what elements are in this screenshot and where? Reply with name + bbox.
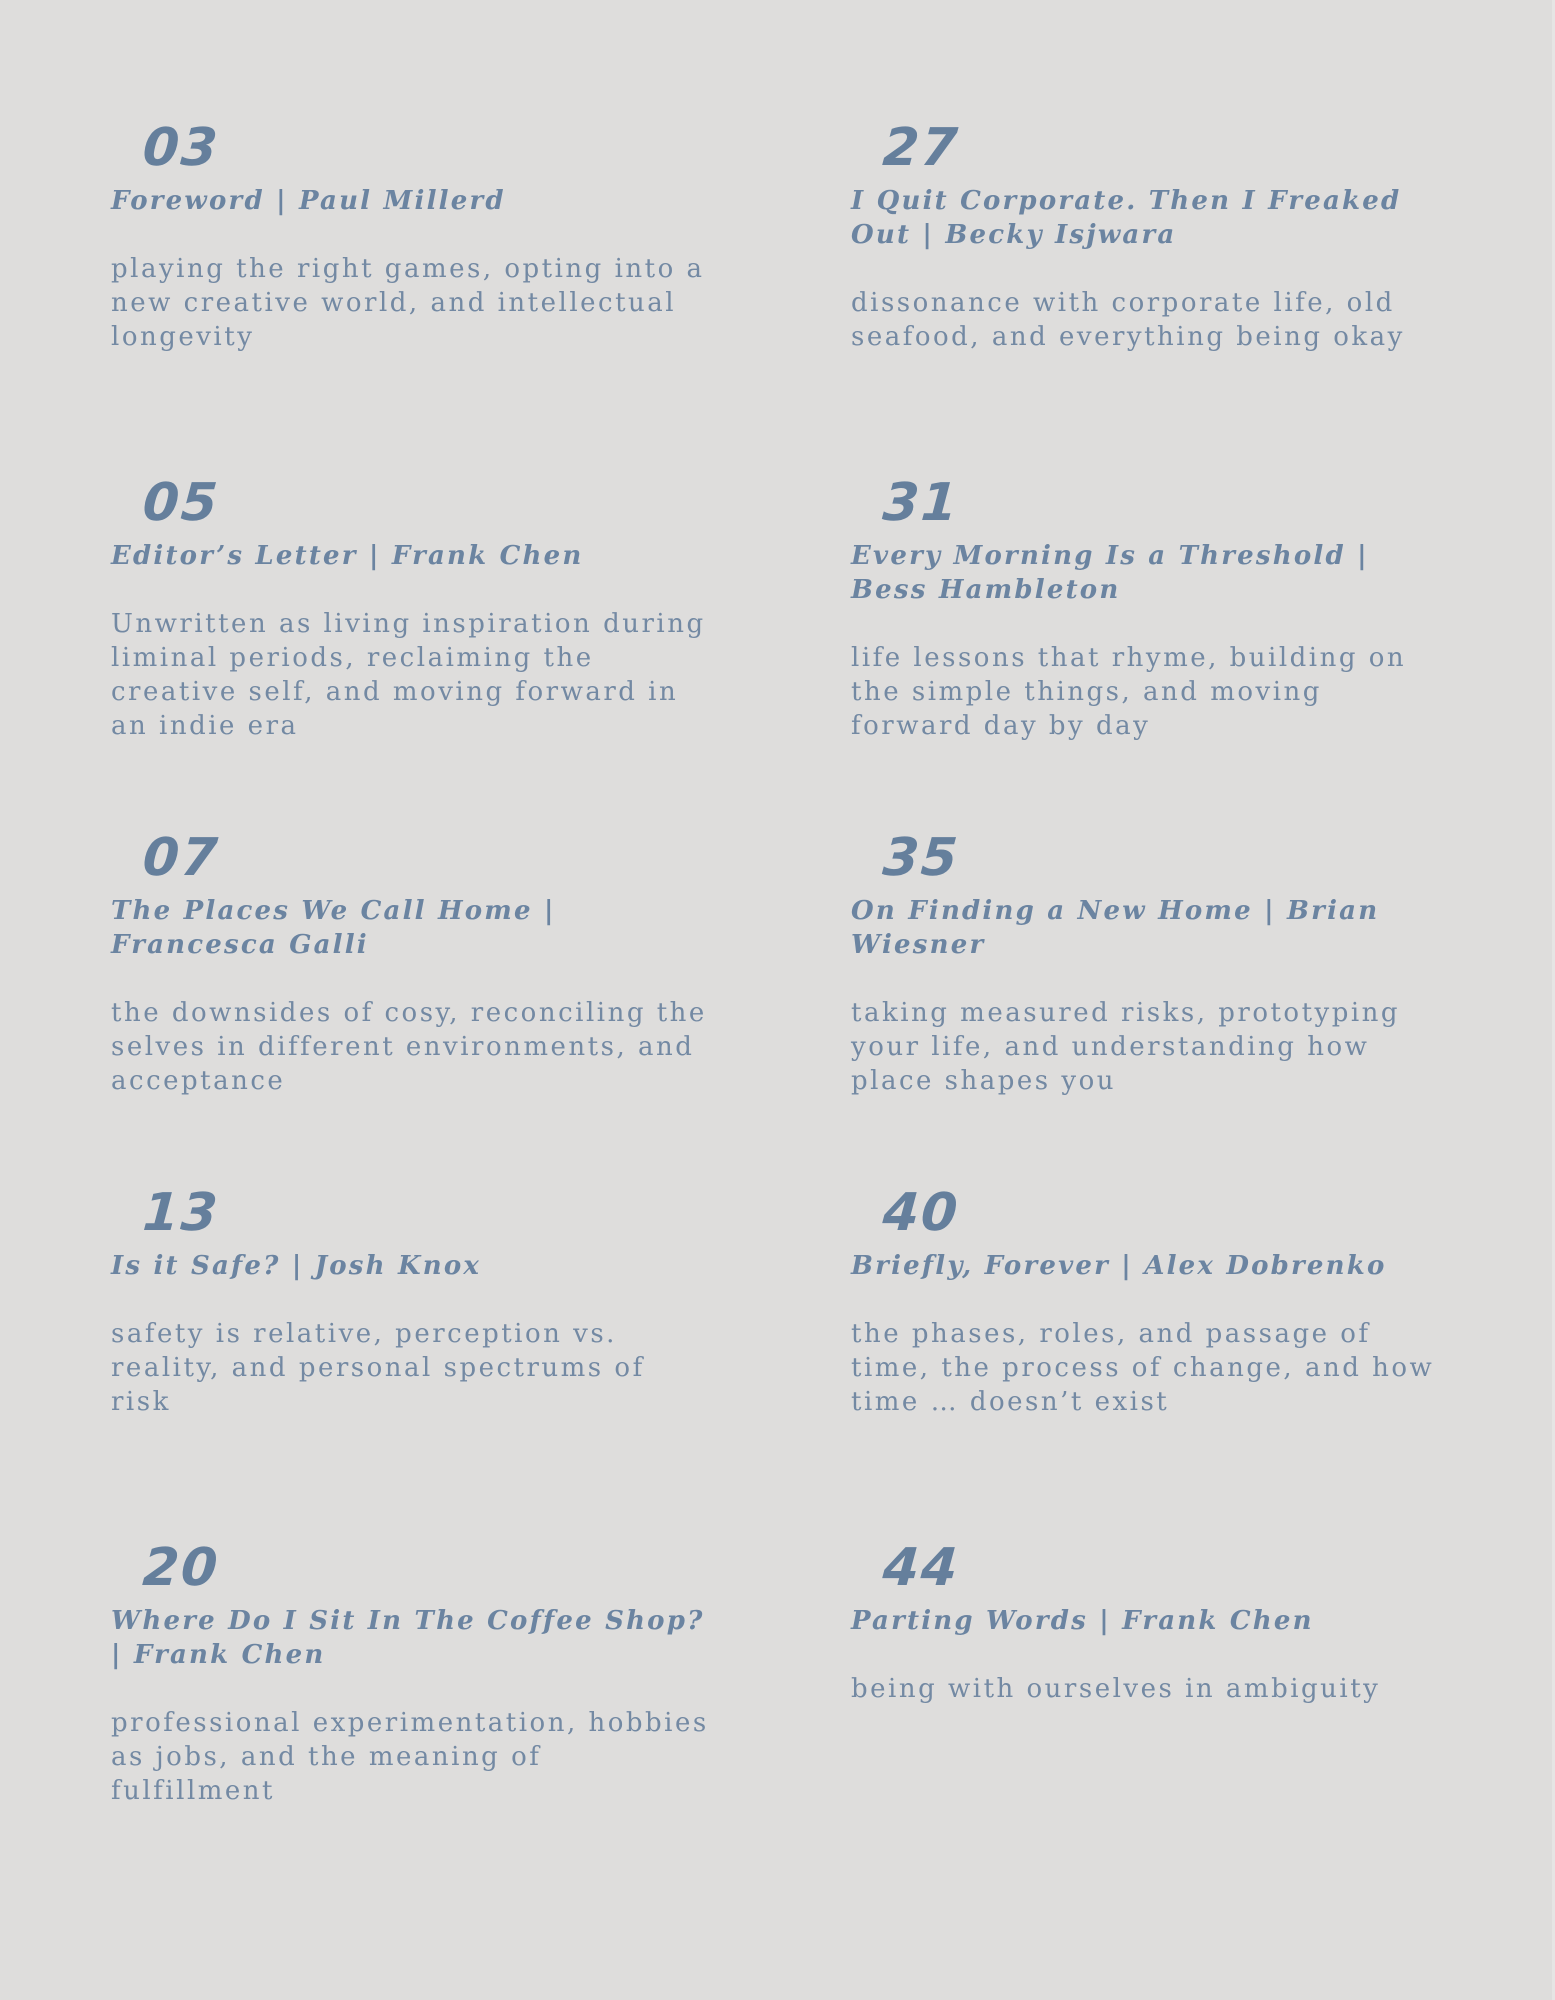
toc-entry[interactable] (851, 473, 1451, 743)
entry-title: Is it Safe? | Josh Knox (111, 1251, 482, 1281)
entry-description: the downsides of cosy, reconciling the selves in different environments, and acceptance (111, 998, 707, 1096)
page-number: 27 (880, 118, 962, 178)
entry-description: being with ourselves in ambiguity (851, 1674, 1381, 1704)
toc-entry[interactable] (111, 1538, 711, 1808)
entry-description: playing the right games, opting into a new creative world, and intellectual longevity (111, 254, 705, 352)
page-number: 44 (880, 1538, 962, 1598)
entry-title: Foreword | Paul Millerd (111, 186, 506, 216)
page-number: 40 (880, 1183, 962, 1243)
entry-description: taking measured risks, prototyping your life, and understanding how place shapes you (851, 998, 1401, 1096)
entry-title: The Places We Call Home | Francesca Galli (111, 896, 556, 960)
entry-description: dissonance with corporate life, old seafood, and everything being okay (851, 288, 1405, 352)
toc-entry[interactable] (111, 118, 711, 354)
page-number: 13 (140, 1183, 222, 1243)
entry-title: Every Morning Is a Threshold | Bess Hambleton (851, 541, 1369, 605)
toc-entry[interactable] (851, 828, 1451, 1098)
entry-description: life lessons that rhyme, building on the simple things, and moving forward day by day (851, 643, 1407, 741)
page-number: 07 (140, 828, 222, 888)
page-number: 20 (140, 1538, 222, 1598)
toc-entry[interactable] (111, 1183, 711, 1419)
toc-entry[interactable] (851, 118, 1451, 354)
entry-description: professional experimentation, hobbies as jobs, and the meaning of fulfillment (111, 1708, 709, 1806)
page-number: 05 (140, 473, 222, 533)
entry-title: I Quit Corporate. Then I Freaked Out | Becky Isjwara (851, 186, 1402, 250)
entry-title: Where Do I Sit In The Coffee Shop? | Frank Chen (111, 1606, 705, 1670)
entry-title: Parting Words | Frank Chen (851, 1606, 1314, 1636)
entry-description: safety is relative, perception vs. reality, and personal spectrums of risk (111, 1319, 645, 1417)
entry-description: the phases, roles, and passage of time, the process of change, and how time … doesn’t exist (851, 1319, 1435, 1417)
toc-entry[interactable] (111, 473, 711, 743)
toc-entry[interactable] (111, 828, 711, 1098)
entry-title: Editor’s Letter | Frank Chen (111, 541, 584, 571)
entry-title: Briefly, Forever | Alex Dobrenko (851, 1251, 1387, 1281)
toc-entry[interactable] (851, 1538, 1451, 1706)
toc-entry[interactable] (851, 1183, 1451, 1419)
entry-description: Unwritten as living inspiration during liminal periods, reclaiming the creative self, and moving forward in an indie era (111, 609, 706, 741)
page-number: 31 (880, 473, 962, 533)
page-number: 03 (140, 118, 222, 178)
page-number: 35 (880, 828, 962, 888)
entry-title: On Finding a New Home | Brian Wiesner (851, 896, 1380, 960)
